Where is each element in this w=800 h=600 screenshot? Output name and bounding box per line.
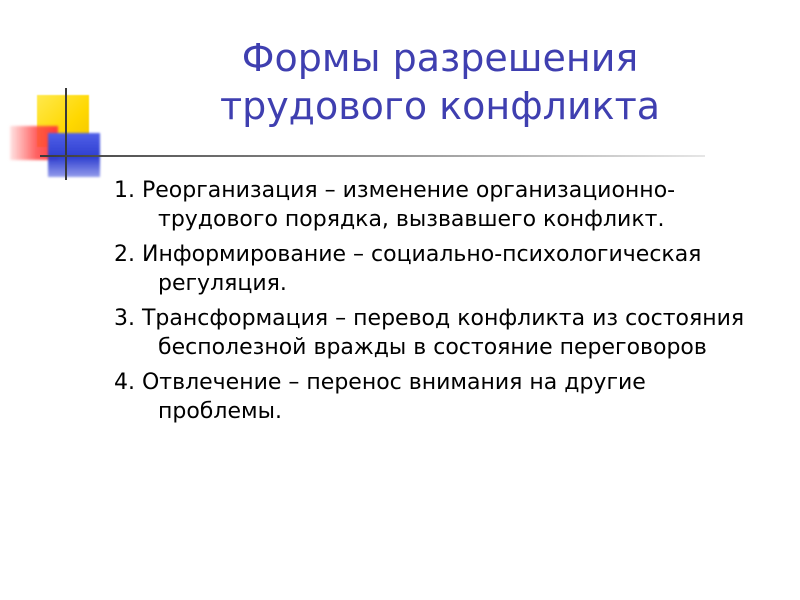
list-item: 3. Трансформация – перевод конфликта из состояния бесполезной вражды в состояние переговоров: [114, 306, 745, 360]
list-item: 2. Информирование – социально-психологическая регуляция.: [114, 242, 702, 296]
horizontal-rule-decoration: [40, 155, 705, 157]
list-item: 1. Реорганизация – изменение организационно-трудового порядка, вызвавшего конфликт.: [114, 178, 676, 232]
slide-title-line-1: Формы разрешения: [241, 36, 639, 80]
slide-title: [130, 34, 750, 130]
list-item: 4. Отвлечение – перенос внимания на другие проблемы.: [114, 370, 646, 424]
vertical-line-decoration: [65, 88, 67, 180]
content-list: [114, 176, 774, 432]
slide-title-line-2: трудового конфликта: [219, 84, 661, 128]
